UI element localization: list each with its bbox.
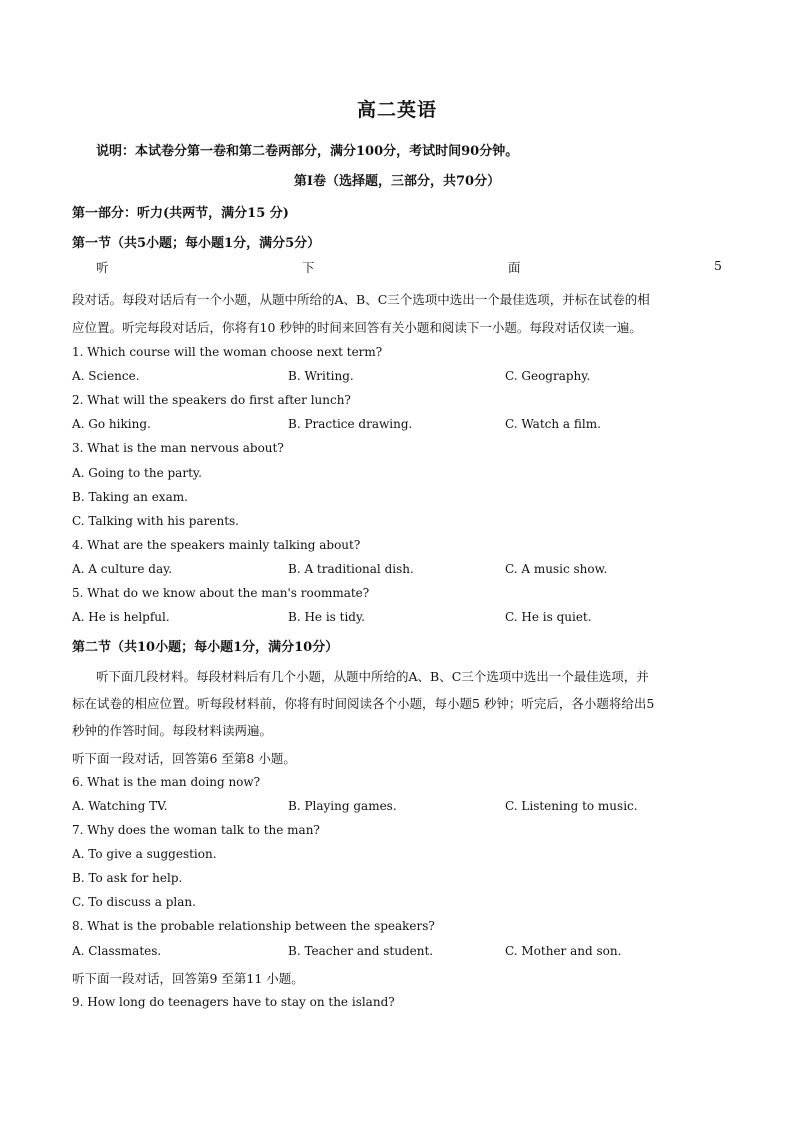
spread-word: 听	[96, 260, 109, 275]
section1-intro-line: 段对话。每段对话后有一个小题，从题中所给的A、B、C三个选项中选出一个最佳选项，并标在试卷的相	[72, 292, 650, 307]
section1-intro-spread	[72, 258, 722, 276]
question-7: 7. Why does the woman talk to the man?	[72, 823, 320, 837]
option-a: A. Go hiking.	[72, 417, 151, 431]
section2-intro-line: 听下面几段材料。每段材料后有几个小题，从题中所给的A、B、C三个选项中选出一个最佳选项，并	[96, 669, 649, 684]
option-a: A. Going to the party.	[72, 466, 202, 480]
option-c: C. To discuss a plan.	[72, 895, 196, 909]
option-b: B. A traditional dish.	[288, 562, 414, 576]
question-5: 5. What do we know about the man's roommate?	[72, 586, 370, 600]
spread-word: 下	[302, 260, 315, 275]
group1-prompt: 听下面一段对话，回答第6 至第8 小题。	[72, 751, 296, 766]
option-b: B. Playing games.	[288, 799, 397, 813]
option-b: B. He is tidy.	[288, 610, 365, 624]
volume-heading: 第I卷（选择题，三部分，共70分）	[293, 174, 501, 189]
option-c: C. He is quiet.	[505, 610, 592, 624]
option-c: C. Mother and son.	[505, 944, 622, 958]
option-c: C. Talking with his parents.	[72, 514, 239, 528]
question-4: 4. What are the speakers mainly talking about?	[72, 538, 361, 552]
option-a: A. Watching TV.	[72, 799, 168, 813]
section1-intro-line: 应位置。听完每段对话后，你将有10 秒钟的时间来回答有关小题和阅读下一小题。每段对话仅读一遍。	[72, 320, 642, 335]
option-a: A. He is helpful.	[72, 610, 170, 624]
section2-intro-line: 标在试卷的相应位置。听每段材料前，你将有时间阅读各个小题，每小题5 秒钟；听完后，各小题将给出5	[72, 696, 655, 711]
question-6: 6. What is the man doing now?	[72, 775, 261, 789]
option-c: C. Watch a film.	[505, 417, 601, 431]
option-b: B. Taking an exam.	[72, 490, 188, 504]
option-a: A. Science.	[72, 369, 140, 383]
option-b: B. Writing.	[288, 369, 354, 383]
option-c: C. Geography.	[505, 369, 591, 383]
question-1: 1. Which course will the woman choose next term?	[72, 345, 383, 359]
option-b: B. To ask for help.	[72, 871, 183, 885]
option-a: A. A culture day.	[72, 562, 173, 576]
section2-heading: 第二节（共10小题；每小题1分，满分10分）	[72, 640, 339, 655]
option-b: B. Practice drawing.	[288, 417, 413, 431]
question-9: 9. How long do teenagers have to stay on the island?	[72, 995, 395, 1009]
question-3: 3. What is the man nervous about?	[72, 441, 284, 455]
option-b: B. Teacher and student.	[288, 944, 434, 958]
option-a: A. Classmates.	[72, 944, 162, 958]
question-8: 8. What is the probable relationship between the speakers?	[72, 919, 435, 933]
group2-prompt: 听下面一段对话，回答第9 至第11 小题。	[72, 971, 304, 986]
section1-heading: 第一节（共5小题；每小题1分，满分5分）	[72, 236, 321, 251]
option-a: A. To give a suggestion.	[72, 847, 217, 861]
spread-word: 5	[714, 258, 722, 273]
section2-intro-line: 秒钟的作答时间。每段材料读两遍。	[72, 723, 273, 738]
part1-heading: 第一部分：听力(共两节，满分15 分)	[72, 206, 289, 221]
question-2: 2. What will the speakers do first after lunch?	[72, 393, 351, 407]
page-title: 高二英语	[356, 99, 437, 121]
spread-word: 面	[508, 260, 521, 275]
option-c: C. A music show.	[505, 562, 608, 576]
exam-instructions: 说明：本试卷分第一卷和第二卷两部分，满分100分，考试时间90分钟。	[96, 144, 519, 159]
option-c: C. Listening to music.	[505, 799, 638, 813]
